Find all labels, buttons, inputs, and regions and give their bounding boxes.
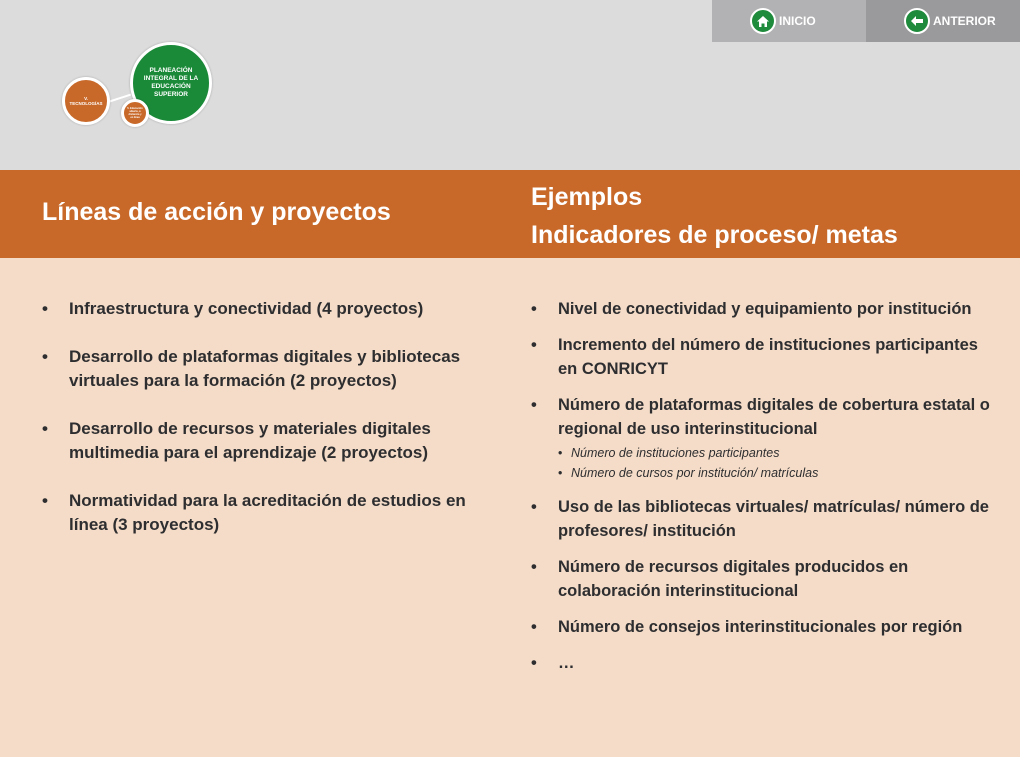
home-button[interactable] bbox=[712, 0, 866, 42]
diagram-bubble-technologies[interactable]: V. TECNOLOGÍAS bbox=[62, 77, 110, 125]
sub-list-item: • Número de instituciones participantes bbox=[558, 443, 1001, 463]
list-item: • Número de recursos digitales producidos en colaboración interinstitucional bbox=[531, 555, 1001, 603]
left-column-title: Líneas de acción y proyectos bbox=[42, 198, 391, 226]
back-label: ANTERIOR bbox=[933, 14, 996, 28]
list-item: • Uso de las bibliotecas virtuales/ matrículas/ número de profesores/ institución bbox=[531, 495, 1001, 543]
action-lines-list bbox=[42, 297, 492, 561]
arrow-left-icon bbox=[904, 8, 930, 34]
list-item: • Normatividad para la acreditación de estudios en línea (3 proyectos) bbox=[42, 489, 492, 537]
list-item: • … bbox=[531, 651, 1001, 675]
home-icon bbox=[750, 8, 776, 34]
home-label: INICIO bbox=[779, 14, 816, 28]
back-button[interactable] bbox=[866, 0, 1020, 42]
diagram-bubble-online[interactable]: 5. Educación abierta, a distancia y en línea bbox=[121, 99, 149, 127]
sub-list-item: • Número de cursos por institución/ matrículas bbox=[558, 463, 1001, 483]
diagram-bubble-main[interactable]: PLANEACIÓN INTEGRAL DE LA EDUCACIÓN SUPERIOR bbox=[130, 42, 212, 124]
top-bar bbox=[0, 0, 1020, 170]
list-item: • Incremento del número de instituciones participantes en CONRICYT bbox=[531, 333, 1001, 381]
list-item: • Desarrollo de plataformas digitales y bibliotecas virtuales para la formación (2 proyectos) bbox=[42, 345, 492, 393]
sub-list bbox=[558, 443, 1001, 483]
right-column-title bbox=[531, 178, 898, 254]
list-item: • Nivel de conectividad y equipamiento por institución bbox=[531, 297, 1001, 321]
indicators-list bbox=[531, 297, 1001, 687]
list-item: • Desarrollo de recursos y materiales digitales multimedia para el aprendizaje (2 proyectos) bbox=[42, 417, 492, 465]
section-header-band bbox=[0, 170, 1020, 258]
right-title-line-2: Indicadores de proceso/ metas bbox=[531, 221, 898, 249]
list-item: • Número de consejos interinstitucionales por región bbox=[531, 615, 1001, 639]
list-item bbox=[531, 393, 1001, 483]
list-item-text: Número de plataformas digitales de cobertura estatal o regional de uso interinstitucional bbox=[558, 396, 990, 438]
list-item: • Infraestructura y conectividad (4 proyectos) bbox=[42, 297, 492, 321]
right-title-line-1: Ejemplos bbox=[531, 183, 643, 211]
